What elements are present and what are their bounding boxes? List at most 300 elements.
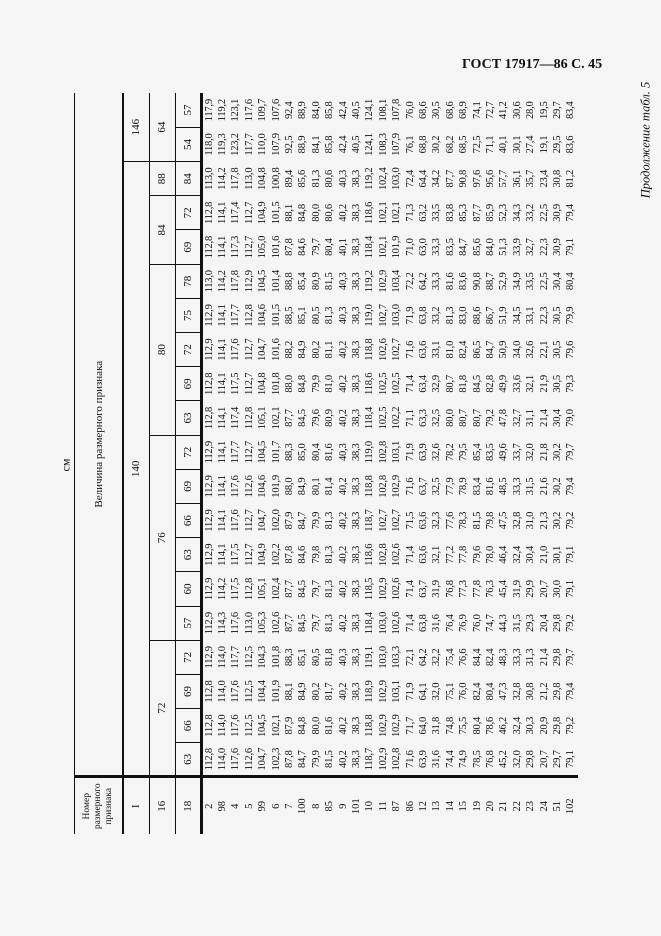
value-cell: 79,8	[485, 511, 497, 530]
waist-label: 69	[175, 367, 201, 401]
value-cell: 104,9	[257, 543, 269, 567]
value-cell: 78,6	[485, 716, 497, 735]
waist-label: 54	[175, 127, 201, 161]
value-cell: 119,3	[216, 133, 228, 156]
value-cell: 104,7	[257, 509, 269, 532]
value-cell: 81,3	[324, 580, 336, 598]
value-cell: 118,8	[364, 338, 376, 361]
value-cell: 84,5	[297, 409, 309, 427]
value-cell: 77,9	[444, 477, 456, 496]
value-cell: 119,1	[364, 646, 376, 669]
value-cell: 40,2	[337, 580, 349, 598]
value-cell: 82,8	[485, 375, 497, 393]
value-cell: 50,9	[498, 340, 510, 359]
value-cell: 81,5	[324, 272, 336, 291]
value-cell: 40,2	[337, 716, 349, 735]
value-cell: 119,0	[364, 441, 376, 464]
value-cell: 79,0	[565, 409, 577, 427]
value-cell: 102,7	[377, 509, 389, 532]
value-cell: 47,8	[498, 409, 510, 427]
value-cell: 88,1	[283, 204, 295, 222]
value-cell: 112,8	[243, 577, 255, 601]
value-cell: 23,4	[538, 169, 550, 188]
value-cell: 31,9	[511, 580, 523, 598]
value-cell: 80,6	[324, 169, 336, 188]
value-cell: 72,7	[485, 101, 497, 120]
value-cell: 102,2	[391, 406, 403, 430]
value-cell: 71,9	[404, 443, 416, 462]
value-cell: 32,2	[431, 648, 443, 667]
value-cell: 117,6	[230, 714, 242, 737]
value-cell: 117,3	[230, 235, 242, 259]
value-cell: 84,5	[297, 614, 309, 632]
value-cell: 81,0	[444, 340, 456, 359]
row-number: 6	[270, 777, 283, 834]
value-cell: 79,2	[565, 614, 577, 632]
value-cell: 38,3	[350, 580, 362, 598]
value-cell: 38,3	[350, 272, 362, 291]
value-cell: 85,8	[324, 135, 336, 154]
value-cell: 87,8	[283, 238, 295, 256]
value-cell: 117,4	[230, 406, 242, 430]
value-cell: 63,6	[418, 511, 429, 530]
value-cell: 71,4	[404, 546, 416, 564]
waist-label: 66	[175, 709, 201, 743]
value-cell: 118,4	[364, 235, 376, 259]
value-cell: 75,4	[444, 648, 456, 667]
value-cell: 117,6	[230, 748, 242, 771]
table-row	[390, 93, 403, 834]
value-cell: 33,2	[431, 306, 443, 325]
chest-group: 64	[149, 93, 175, 162]
value-cell: 33,3	[431, 272, 443, 291]
value-cell: 88,5	[283, 306, 295, 325]
value-cell: 102,9	[391, 475, 403, 498]
value-cell: 29,8	[552, 648, 564, 667]
value-cell: 88,9	[297, 101, 309, 120]
value-cell: 79,3	[565, 375, 577, 393]
value-cell: 118,5	[364, 577, 376, 601]
value-cell: 32,3	[431, 511, 443, 530]
value-cell: 33,3	[511, 477, 523, 496]
table-row	[484, 93, 497, 834]
value-cell: 112,9	[203, 577, 215, 601]
value-cell: 38,3	[350, 409, 362, 427]
value-cell: 32,6	[525, 340, 537, 359]
value-cell: 85,6	[297, 169, 309, 188]
value-cell: 102,1	[377, 235, 389, 259]
value-cell: 76,8	[485, 750, 497, 768]
value-cell: 71,1	[404, 409, 416, 427]
value-cell: 41,2	[498, 101, 510, 120]
value-cell: 107,6	[270, 98, 282, 122]
value-cell: 103,0	[391, 167, 403, 191]
value-cell: 32,6	[431, 443, 443, 462]
value-cell: 104,5	[257, 269, 269, 293]
value-cell: 107,9	[391, 133, 403, 156]
value-cell: 76,9	[458, 614, 470, 632]
row-number: 19	[471, 777, 484, 834]
value-cell: 78,3	[458, 511, 470, 530]
value-cell: 102,5	[377, 372, 389, 396]
value-cell: 123,1	[230, 98, 242, 122]
value-cell: 22,5	[538, 272, 550, 291]
value-cell: 31,1	[525, 409, 537, 427]
value-cell: 112,9	[203, 475, 215, 498]
value-cell: 71,7	[404, 716, 416, 735]
value-cell: 87,7	[283, 409, 295, 427]
value-cell: 38,3	[350, 546, 362, 564]
chest-group: 72	[149, 640, 175, 777]
value-cell: 33,2	[525, 204, 537, 222]
value-cell: 79,9	[310, 375, 322, 393]
value-cell: 49,6	[498, 443, 510, 462]
value-cell: 29,8	[552, 614, 564, 632]
value-cell: 29,8	[525, 750, 537, 768]
value-cell: 48,3	[498, 648, 510, 667]
table-row	[471, 93, 484, 834]
value-cell: 71,4	[404, 375, 416, 393]
table-row	[377, 93, 390, 834]
value-cell: 32,7	[511, 409, 523, 427]
value-cell: 63,6	[418, 340, 429, 359]
waist-label: 63	[175, 401, 201, 435]
value-cell: 81,7	[324, 682, 336, 701]
table-row	[310, 93, 323, 834]
value-cell: 80,9	[310, 272, 322, 291]
value-cell: 76,0	[471, 614, 483, 632]
value-cell: 117,6	[230, 338, 242, 361]
value-cell: 81,6	[324, 443, 336, 462]
value-cell: 104,6	[257, 475, 269, 498]
value-cell: 35,7	[525, 169, 537, 188]
value-cell: 103,1	[391, 440, 403, 464]
value-cell: 83,6	[458, 272, 470, 291]
row-number: 102	[564, 777, 577, 834]
table-row	[216, 93, 229, 834]
chest-group: 80	[149, 264, 175, 435]
value-cell: 78,5	[471, 750, 483, 768]
value-cell: 40,3	[337, 648, 349, 667]
value-cell: 81,3	[324, 306, 336, 325]
value-cell: 84,9	[297, 340, 309, 359]
value-cell: 85,4	[471, 443, 483, 462]
value-cell: 103,1	[391, 680, 403, 703]
value-cell: 112,5	[243, 680, 255, 703]
value-cell: 40,5	[350, 135, 362, 154]
value-cell: 101,5	[270, 201, 282, 225]
table-row	[270, 93, 283, 834]
value-cell: 79,9	[310, 750, 322, 768]
value-cell: 40,2	[337, 682, 349, 701]
value-cell: 114,1	[216, 475, 228, 498]
value-cell: 71,9	[404, 682, 416, 701]
value-cell: 79,1	[565, 580, 577, 598]
value-cell: 84,7	[297, 750, 309, 768]
value-cell: 112,7	[243, 235, 255, 259]
value-cell: 31,5	[525, 477, 537, 496]
waist-label: 84	[175, 162, 201, 196]
value-cell: 40,2	[337, 340, 349, 359]
value-cell: 104,8	[257, 167, 269, 191]
value-cell: 21,3	[538, 511, 550, 530]
table-row	[551, 93, 564, 834]
value-cell: 119,2	[364, 167, 376, 190]
row-number: 85	[323, 777, 336, 834]
header-row-waist	[175, 93, 201, 834]
waist-label: 69	[175, 674, 201, 708]
value-cell: 42,4	[337, 135, 349, 154]
chest-group: 84	[149, 196, 175, 264]
value-cell: 101,4	[270, 269, 282, 293]
value-cell: 114,1	[216, 201, 228, 225]
value-cell: 79,1	[565, 238, 577, 256]
value-cell: 74,4	[444, 750, 456, 768]
value-cell: 104,9	[257, 201, 269, 225]
value-cell: 74,8	[444, 716, 456, 735]
value-cell: 79,2	[485, 409, 497, 427]
waist-label: 60	[175, 572, 201, 606]
value-cell: 57,7	[498, 169, 510, 188]
table-row	[444, 93, 457, 834]
value-cell: 32,5	[431, 477, 443, 496]
table-row	[337, 93, 350, 834]
value-cell: 63,3	[418, 409, 429, 427]
value-cell: 92,5	[283, 135, 295, 154]
header-row-height	[123, 93, 149, 834]
value-cell: 32,4	[511, 716, 523, 735]
value-cell: 114,1	[216, 406, 228, 430]
size-table	[74, 93, 581, 834]
value-cell: 71,3	[404, 204, 416, 222]
value-cell: 100,8	[270, 167, 282, 191]
value-cell: 76,1	[404, 135, 416, 154]
value-cell: 21,6	[538, 477, 550, 496]
value-cell: 64,2	[418, 648, 429, 667]
value-cell: 86,5	[471, 340, 483, 359]
value-cell: 81,3	[444, 306, 456, 325]
value-cell: 117,6	[230, 509, 242, 532]
value-cell: 113,0	[243, 612, 255, 635]
value-cell: 30,2	[552, 511, 564, 530]
value-cell: 112,7	[243, 509, 255, 532]
value-cell: 118,6	[364, 543, 376, 566]
value-cell: 102,6	[391, 611, 403, 635]
value-cell: 112,8	[203, 372, 215, 395]
value-cell: 38,3	[350, 375, 362, 393]
row-number: 13	[430, 777, 443, 834]
value-cell: 30,0	[552, 580, 564, 598]
unit-label: см	[58, 458, 73, 472]
value-cell: 71,0	[404, 238, 416, 256]
value-cell: 103,0	[391, 304, 403, 327]
value-cell: 119,2	[216, 99, 228, 122]
row-number: 100	[296, 777, 309, 834]
value-cell: 30,5	[431, 101, 443, 120]
value-cell: 20,7	[538, 750, 550, 768]
value-cell: 84,9	[297, 682, 309, 701]
value-cell: 113,0	[203, 270, 215, 293]
row-number: 51	[551, 777, 564, 834]
value-cell: 80,4	[485, 682, 497, 701]
row-number: 14	[444, 777, 457, 834]
table-row	[229, 93, 242, 834]
value-cell: 72,1	[404, 648, 416, 667]
value-cell: 112,6	[243, 748, 255, 771]
row-number: 24	[538, 777, 551, 834]
value-cell: 84,7	[485, 340, 497, 359]
value-cell: 74,7	[485, 614, 497, 632]
value-cell: 102,5	[377, 406, 389, 430]
value-cell: 30,9	[552, 238, 564, 256]
value-cell: 33,1	[525, 306, 537, 325]
value-cell: 32,4	[511, 546, 523, 564]
value-cell: 88,1	[283, 682, 295, 701]
value-cell: 92,4	[283, 101, 295, 120]
row-number: 2	[201, 777, 216, 834]
value-cell: 81,3	[324, 614, 336, 632]
value-cell: 71,4	[404, 614, 416, 632]
value-cell: 114,1	[216, 543, 228, 566]
value-cell: 40,3	[337, 272, 349, 291]
value-cell: 83,4	[471, 477, 483, 496]
value-cell: 76,0	[404, 101, 416, 120]
value-cell: 63,7	[418, 580, 429, 598]
value-cell: 79,6	[471, 546, 483, 564]
attr-label: 16	[149, 777, 175, 834]
value-cell: 81,3	[324, 546, 336, 564]
value-cell: 84,9	[297, 477, 309, 496]
chest-group: 88	[149, 162, 175, 196]
value-cell: 117,8	[230, 270, 242, 293]
row-number: 22	[511, 777, 524, 834]
value-cell: 40,3	[337, 306, 349, 325]
value-cell: 85,0	[297, 443, 309, 462]
row-number: 8	[310, 777, 323, 834]
value-cell: 114,0	[216, 680, 228, 703]
value-cell: 118,4	[364, 406, 376, 430]
value-cell: 40,2	[337, 614, 349, 632]
value-cell: 108,1	[377, 98, 389, 122]
row-number: 12	[417, 777, 430, 834]
value-cell: 114,1	[216, 304, 228, 327]
value-cell: 88,8	[283, 272, 295, 291]
table-row	[417, 93, 430, 834]
value-cell: 63,2	[418, 204, 429, 222]
value-cell: 117,6	[230, 680, 242, 703]
value-cell: 105,0	[257, 235, 269, 259]
value-cell: 30,4	[552, 409, 564, 427]
value-cell: 112,8	[243, 406, 255, 430]
value-cell: 84,5	[471, 375, 483, 393]
value-cell: 84,4	[471, 648, 483, 667]
value-cell: 19,1	[538, 135, 550, 154]
value-cell: 40,3	[337, 169, 349, 188]
value-cell: 31,8	[431, 716, 443, 735]
header-row-chest	[149, 93, 175, 834]
value-cell: 102,7	[391, 509, 403, 532]
value-cell: 29,9	[525, 580, 537, 598]
value-cell: 79,7	[310, 580, 322, 598]
value-cell: 102,8	[391, 747, 403, 771]
value-cell: 21,4	[538, 648, 550, 667]
value-cell: 114,1	[216, 338, 228, 361]
value-cell: 40,2	[337, 750, 349, 768]
value-cell: 33,5	[525, 272, 537, 291]
value-cell: 80,7	[444, 375, 456, 393]
value-cell: 31,6	[431, 750, 443, 768]
value-cell: 103,0	[377, 646, 389, 669]
value-cell: 81,5	[471, 511, 483, 530]
value-cell: 80,2	[310, 682, 322, 701]
value-cell: 124,1	[364, 98, 376, 122]
value-cell: 40,2	[337, 204, 349, 222]
row-number: 20	[484, 777, 497, 834]
value-cell: 117,6	[243, 99, 255, 122]
value-cell: 102,9	[391, 714, 403, 738]
value-cell: 103,4	[391, 269, 403, 293]
value-cell: 102,1	[377, 201, 389, 225]
value-cell: 102,8	[377, 440, 389, 464]
value-cell: 102,9	[377, 269, 389, 293]
value-cell: 85,1	[297, 648, 309, 667]
table-continuation-caption: Продолжение табл. 5	[638, 81, 653, 199]
value-cell: 102,0	[270, 509, 282, 532]
value-cell: 79,6	[310, 409, 322, 427]
value-cell: 46,2	[498, 716, 510, 735]
value-cell: 112,8	[203, 235, 215, 259]
table-row	[243, 93, 256, 834]
value-cell: 95,6	[485, 169, 497, 188]
value-cell: 28,0	[525, 101, 537, 120]
value-cell: 38,3	[350, 477, 362, 496]
value-cell: 22,3	[538, 306, 550, 325]
value-cell: 81,0	[324, 375, 336, 393]
value-cell: 117,6	[230, 475, 242, 498]
value-cell: 104,4	[257, 680, 269, 703]
value-cell: 30,4	[552, 272, 564, 291]
value-cell: 102,6	[377, 338, 389, 361]
value-cell: 84,8	[297, 375, 309, 393]
value-cell: 85,9	[485, 204, 497, 222]
value-cell: 117,6	[230, 612, 242, 635]
value-cell: 30,2	[552, 477, 564, 496]
value-cell: 83,5	[485, 443, 497, 462]
value-cell: 118,6	[364, 201, 376, 225]
value-cell: 103,3	[391, 646, 403, 669]
value-cell: 112,8	[203, 748, 215, 771]
value-cell: 30,5	[552, 340, 564, 359]
value-cell: 79,4	[565, 682, 577, 701]
value-cell: 77,6	[444, 511, 456, 530]
value-cell: 81,3	[324, 511, 336, 530]
value-cell: 78,9	[458, 477, 470, 496]
value-cell: 117,7	[243, 133, 255, 156]
waist-label: 69	[175, 469, 201, 503]
value-cell: 87,7	[471, 204, 483, 222]
value-cell: 77,2	[444, 546, 456, 564]
value-cell: 38,3	[350, 204, 362, 222]
value-cell: 81,6	[485, 477, 497, 496]
value-cell: 38,3	[350, 682, 362, 701]
value-cell: 33,5	[431, 204, 443, 222]
value-cell: 81,4	[324, 477, 336, 496]
value-cell: 71,1	[485, 135, 497, 154]
value-cell: 78,2	[444, 443, 456, 462]
value-cell: 81,1	[324, 340, 336, 359]
value-cell: 88,3	[283, 648, 295, 667]
value-cell: 117,5	[230, 577, 242, 601]
